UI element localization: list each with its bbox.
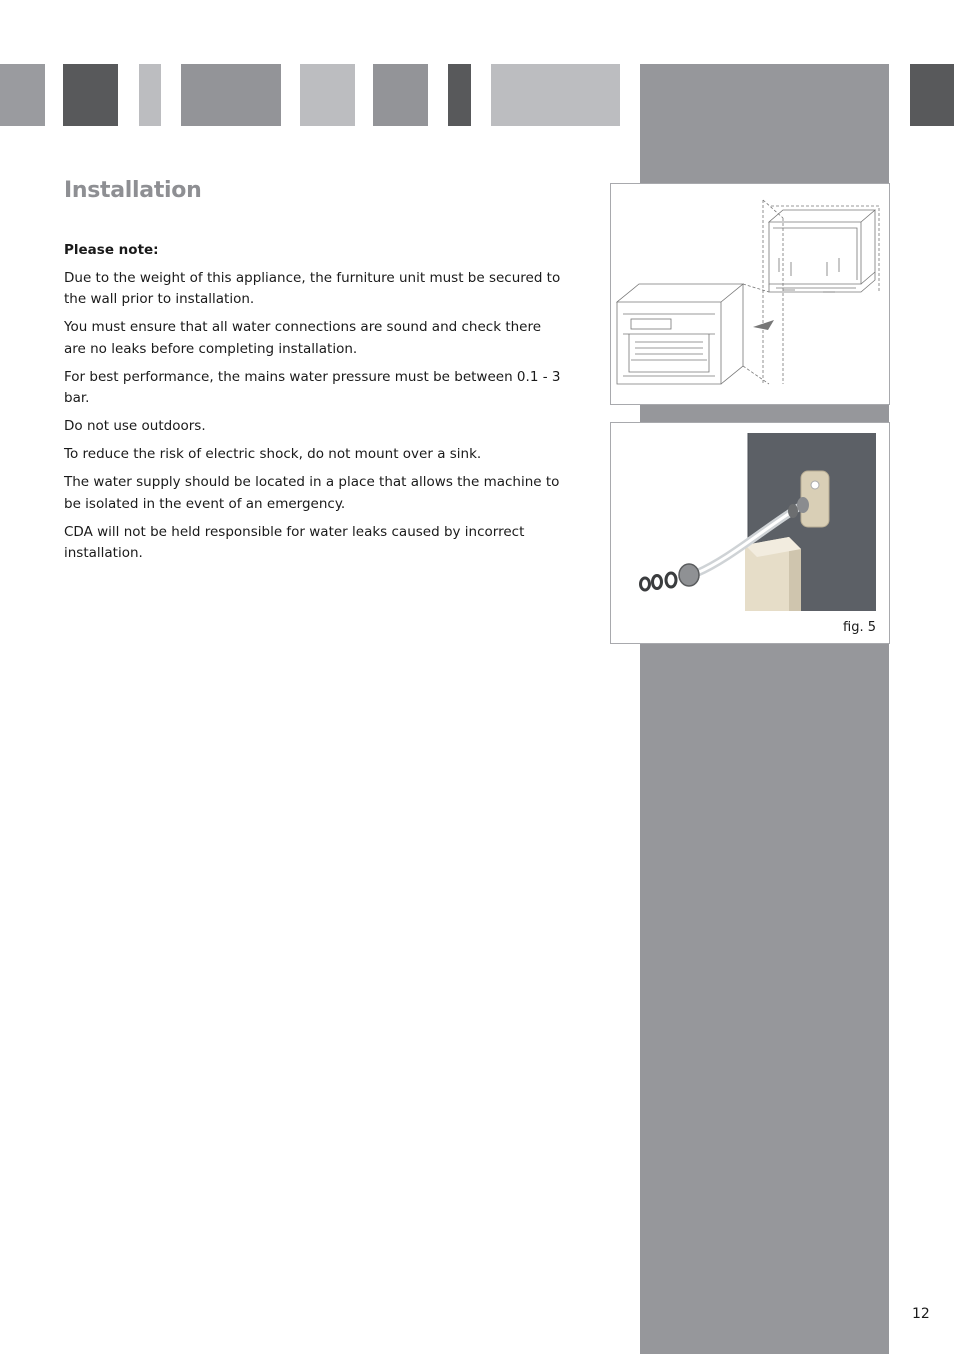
appliance-cabinet-illustration (611, 184, 888, 403)
paragraph-water-connections: You must ensure that all water connections are sound and check there are no leaks before completing installation. (64, 319, 542, 357)
page-number: 12 (912, 1306, 930, 1322)
header-bar-3 (139, 64, 161, 126)
water-connection-figure (610, 422, 890, 644)
installation-notes (64, 240, 564, 571)
figure-caption: fig. 5 (843, 620, 876, 635)
paragraph-electric-shock: To reduce the risk of electric shock, do not mount over a sink. (64, 446, 482, 462)
paragraph-weight: Due to the weight of this appliance, the furniture unit must be secured to the wall prior to installation. (64, 269, 561, 307)
header-bar-2 (63, 64, 118, 126)
paragraph-pressure: For best performance, the mains water pressure must be between 0.1 - 3 bar. (64, 368, 561, 406)
paragraph-water-supply: The water supply should be located in a place that allows the machine to be isolated in the event of an emergency. (64, 474, 560, 512)
header-bar-7 (448, 64, 471, 126)
note-label: Please note: (64, 242, 159, 258)
paragraph-responsibility: CDA will not be held responsible for water leaks caused by incorrect installation. (64, 523, 525, 561)
paragraph-outdoors: Do not use outdoors. (64, 418, 206, 434)
header-bar-5 (300, 64, 355, 126)
header-bar-6 (373, 64, 428, 126)
page-title: Installation (64, 178, 202, 203)
arrow-icon (753, 320, 774, 330)
header-bar-1 (0, 64, 45, 126)
header-bar-4 (181, 64, 281, 126)
water-hose-illustration (611, 423, 888, 642)
installation-figure (610, 183, 890, 405)
header-bar-9 (910, 64, 954, 126)
header-bar-8 (491, 64, 620, 126)
